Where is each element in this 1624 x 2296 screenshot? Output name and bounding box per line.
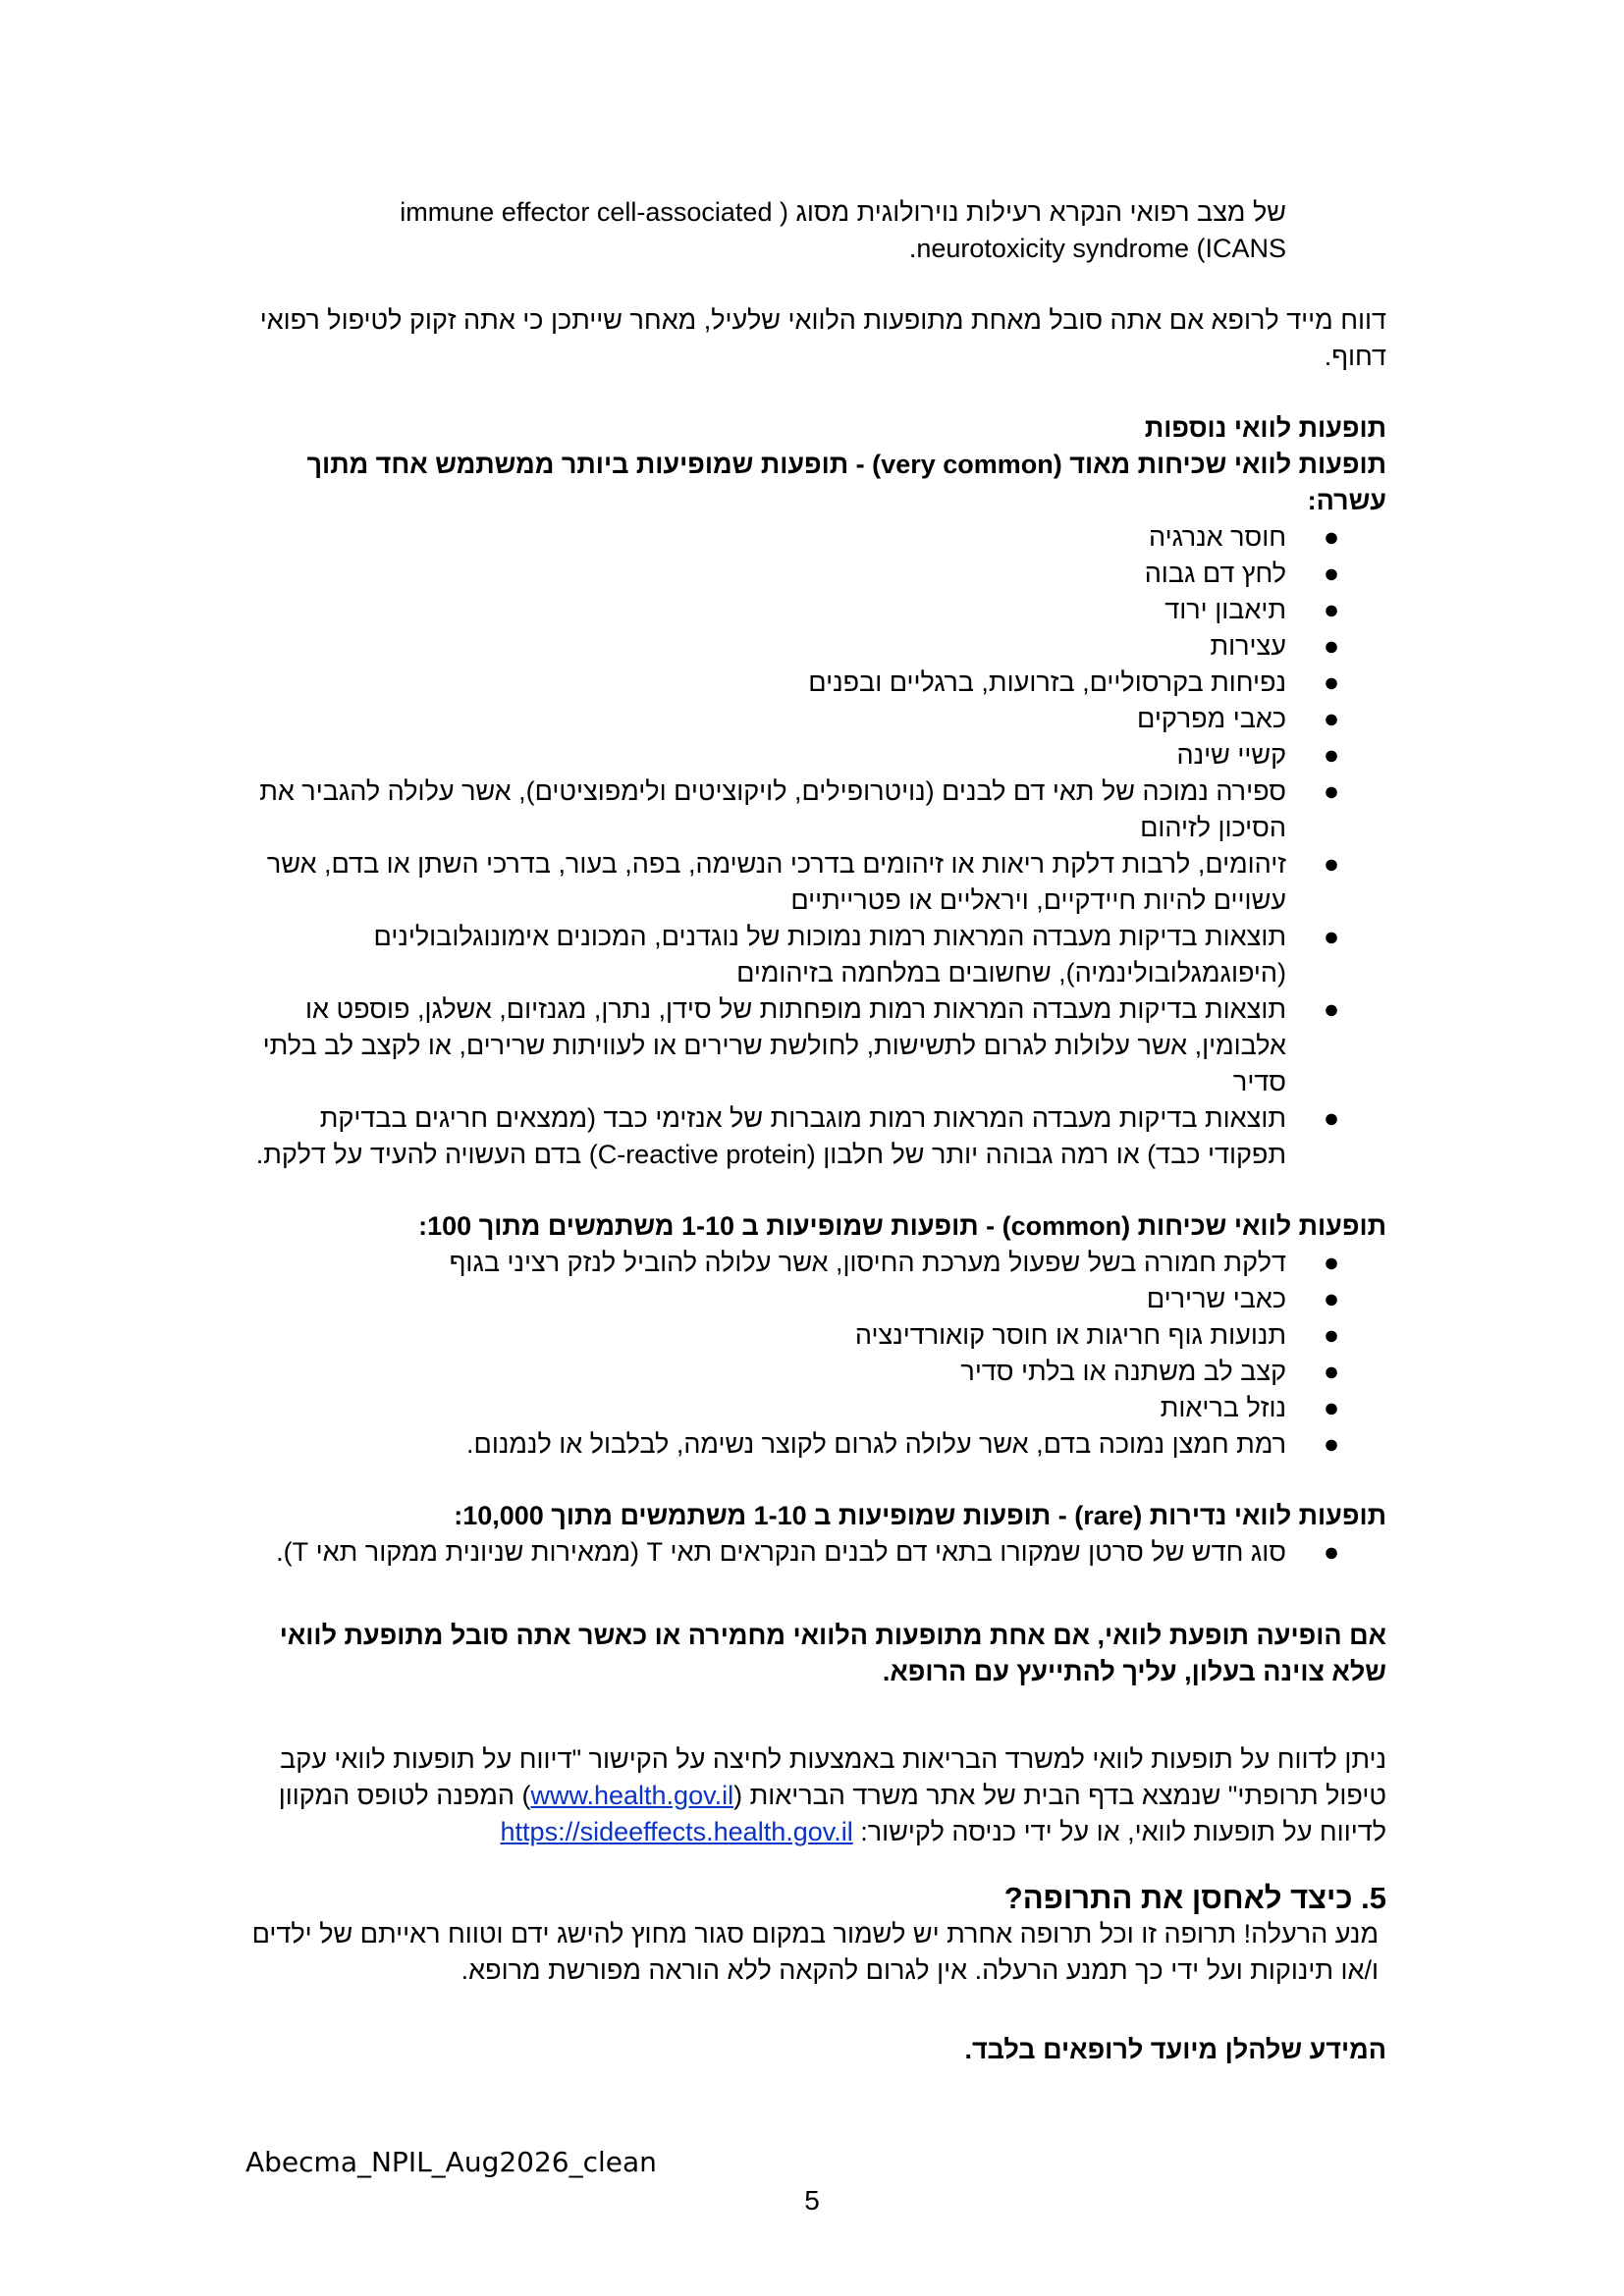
common-heading: תופעות לוואי שכיחות (common) - תופעות שמופיעות ב 1-10 משתמשים מתוך 100:	[418, 1211, 1386, 1241]
sideeffects-link[interactable]: https://sideeffects.health.gov.il	[500, 1817, 853, 1846]
page-number: 5	[804, 2185, 820, 2216]
rare-heading: תופעות לוואי נדירות (rare) - תופעות שמופיעות ב 1-10 משתמשים מתוך 10,000:	[454, 1501, 1386, 1530]
list-item: ● חוסר אנרגיה	[245, 519, 1286, 556]
list-item: ● נוזל בריאות	[245, 1390, 1286, 1426]
very-common-list	[245, 519, 1340, 1173]
icans-line-2: neurotoxicity syndrome (ICANS.	[908, 234, 1286, 263]
list-item: ● כאבי שרירים	[245, 1281, 1286, 1317]
list-item: ● דלקת חמורה בשל שפעול מערכת החיסון, אשר עלולה להוביל לנזק רציני בגוף	[245, 1245, 1286, 1281]
bullet-icon: ●	[1323, 704, 1340, 733]
bullet-icon: ●	[1323, 595, 1340, 624]
storage-heading: 5. כיצד לאחסן את התרופה?	[1003, 1881, 1386, 1915]
bullet-icon: ●	[1323, 1393, 1340, 1422]
list-item: ● קצב לב משתנה או בלתי סדיר	[245, 1354, 1286, 1390]
bullet-icon: ●	[1323, 522, 1340, 552]
list-item: ● קשיי שינה	[245, 737, 1286, 774]
list-item: ● עצירות	[245, 628, 1286, 665]
bullet-icon: ●	[1323, 740, 1340, 770]
reporting-paragraph: ניתן לדווח על תופעות לוואי למשרד הבריאות באמצעות לחיצה על הקישור "דיווח על תופעות לוואי עקב טיפול תרופתי" שנמצא בדף הבית של אתר משרד הבריאות (www.health.gov.il) המפנה לטופס המקוון לדיווח על תופעות לוואי, או על ידי כניסה לקישור: https://sideeffects.health.gov.il	[278, 1744, 1386, 1846]
consult-doctor-paragraph: אם הופיעה תופעת לוואי, אם אחת מתופעות הלוואי מחמירה או כאשר אתה סובל מתופעת לוואי שלא צוינה בעלון, עליך להתייעץ עם הרופא.	[279, 1621, 1386, 1686]
bullet-icon: ●	[1323, 1284, 1340, 1313]
storage-paragraph: מנע הרעלה! תרופה זו וכל תרופה אחרת יש לשמור במקום סגור מחוץ להישג ידם וטווח ראייתם של ילדים ו/או תינוקות ועל ידי כך תמנע הרעלה. אין לגרום להקאה ללא הוראה מפורשת מרופא.	[251, 1919, 1379, 1985]
additional-side-effects-heading: תופעות לוואי נוספות	[1144, 413, 1386, 443]
bullet-icon: ●	[1323, 849, 1340, 879]
bullet-icon: ●	[1323, 922, 1340, 951]
bullet-icon: ●	[1323, 1537, 1340, 1567]
bullet-icon: ●	[1323, 1357, 1340, 1386]
physicians-note: המידע שלהלן מיועד לרופאים בלבד.	[964, 2035, 1386, 2064]
page-content	[245, 194, 1386, 2068]
bullet-icon: ●	[1323, 1103, 1340, 1133]
bullet-icon: ●	[1323, 1429, 1340, 1459]
bullet-icon: ●	[1323, 776, 1340, 806]
bullet-icon: ●	[1323, 667, 1340, 697]
bullet-icon: ●	[1323, 1248, 1340, 1277]
icans-line-1: של מצב רפואי הנקרא רעילות נוירולוגית מסוג ( immune effector cell-associated	[400, 197, 1286, 227]
list-item: ● תוצאות בדיקות מעבדה המראות רמות מופחתות של סידן, נתרן, מגנזיום, אשלגן, פוספט או אלבומין, אשר עלולות לגרום לתשישות, לחולשת שרירים או לעוויתות שרירים, או לקצב לב בלתי סדיר	[245, 991, 1286, 1100]
list-item: ● נפיחות בקרסוליים, בזרועות, ברגליים ובפנים	[245, 665, 1286, 701]
list-item: ● סוג חדש של סרטן שמקורו בתאי דם לבנים הנקראים תאי T (ממאירות שניונית ממקור תאי T).	[245, 1534, 1286, 1571]
list-item: ● זיהומים, לרבות דלקת ריאות או זיהומים בדרכי הנשימה, בפה, בעור, בדרכי השתן או בדם, אשר עשויים להיות חיידקיים, ויראליים או פטרייתיים	[245, 846, 1286, 919]
list-item: ● תיאבון ירוד	[245, 592, 1286, 628]
list-item: ● לחץ דם גבוה	[245, 556, 1286, 592]
bullet-icon: ●	[1323, 994, 1340, 1024]
bullet-icon: ●	[1323, 1320, 1340, 1350]
bullet-icon: ●	[1323, 559, 1340, 588]
very-common-heading: תופעות לוואי שכיחות מאוד (very common) - תופעות שמופיעות ביותר ממשתמש אחד מתוך עשרה:	[306, 450, 1386, 515]
health-gov-link[interactable]: www.health.gov.il	[530, 1781, 734, 1810]
bullet-icon: ●	[1323, 631, 1340, 661]
list-item: ● תוצאות בדיקות מעבדה המראות רמות מוגברות של אנזימי כבד (ממצאים חריגים בבדיקת תפקודי כבד) או רמה גבוהה יותר של חלבון (C-reactive protein) בדם העשויה להעיד על דלקת.	[245, 1100, 1286, 1173]
rare-list	[245, 1534, 1340, 1571]
list-item: ● רמת חמצן נמוכה בדם, אשר עלולה לגרום לקוצר נשימה, לבלבול או לנמנום.	[245, 1426, 1286, 1463]
list-item: ● תוצאות בדיקות מעבדה המראות רמות נמוכות של נוגדנים, המכונים אימונוגלובולינים (היפוגמגלובולינמיה), שחשובים במלחמה בזיהומים	[245, 919, 1286, 991]
icans-paragraph	[245, 194, 1286, 267]
urgent-report-paragraph: דווח מייד לרופא אם אתה סובל מאחת מתופעות הלוואי שלעיל, מאחר שייתכן כי אתה זקוק לטיפול רפואי דחוף.	[259, 305, 1386, 371]
common-list	[245, 1245, 1340, 1463]
list-item: ● תנועות גוף חריגות או חוסר קואורדינציה	[245, 1317, 1286, 1354]
list-item: ● ספירה נמוכה של תאי דם לבנים (נויטרופילים, לויקוציטים ולימפוציטים), אשר עלולה להגביר את הסיכון לזיהום	[245, 774, 1286, 846]
footer-document-name: Abecma_NPIL_Aug2026_clean	[245, 2146, 657, 2178]
list-item: ● כאבי מפרקים	[245, 701, 1286, 737]
